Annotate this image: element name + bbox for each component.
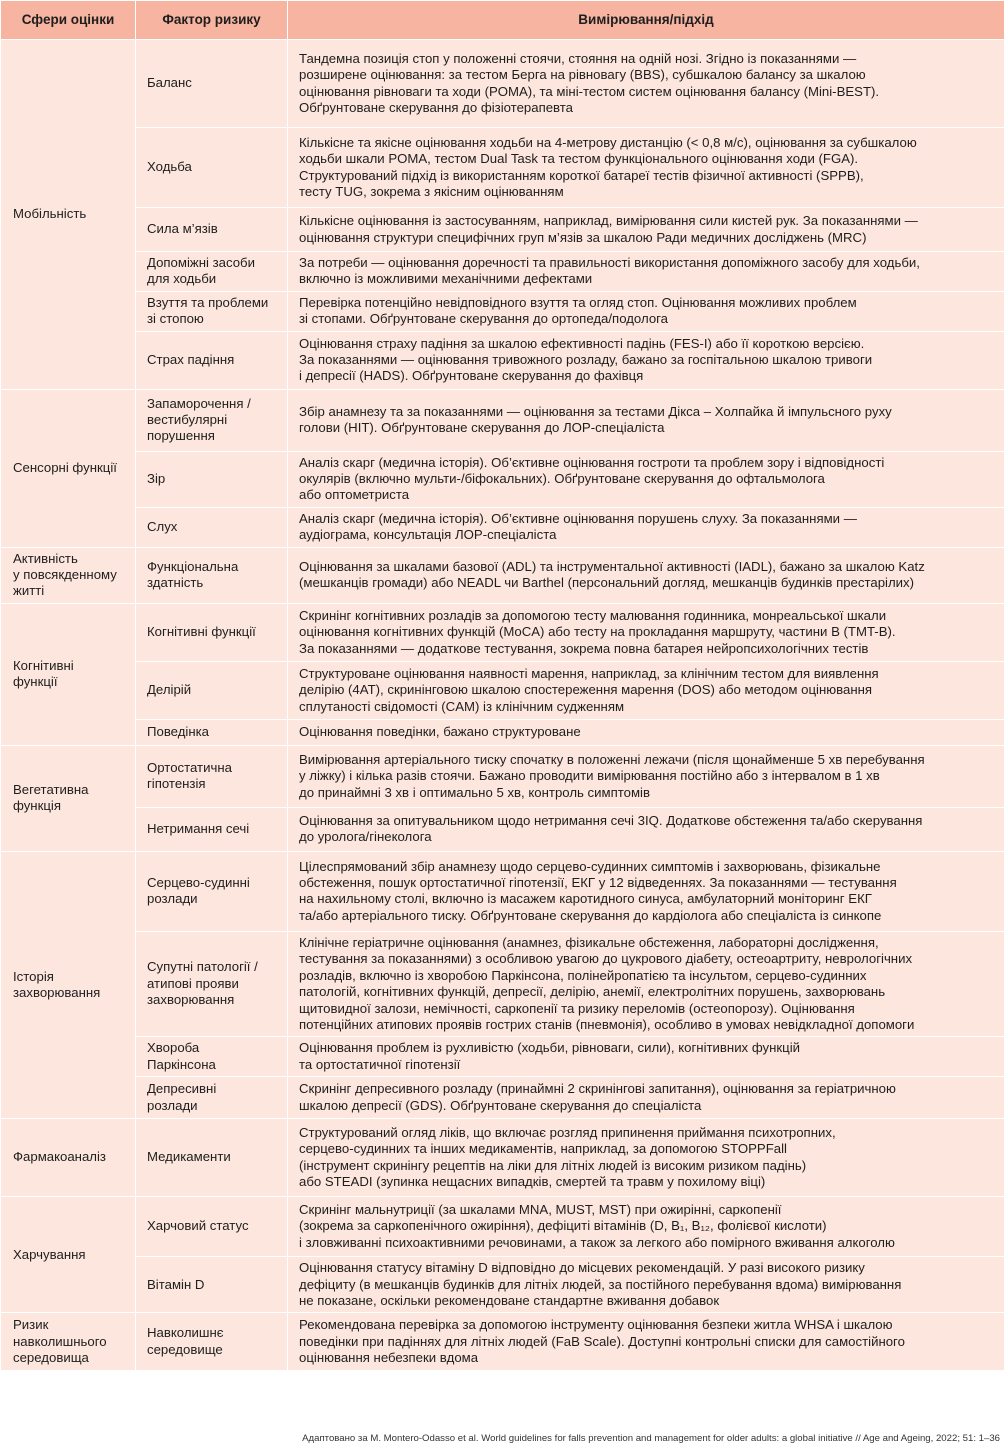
factor-cell: Ходьба bbox=[136, 128, 288, 208]
factor-cell: Запаморочення / вестибулярні порушення bbox=[136, 389, 288, 451]
domain-cell: Вегетативна функція bbox=[1, 745, 136, 851]
source-citation: Адаптовано за M. Montero-Odasso et al. World guidelines for falls prevention and management for older adults: a global initiative // Age and Ageing, 2022; 51: 1–36 bbox=[302, 1433, 1000, 1444]
table-row bbox=[1, 1037, 1004, 1077]
factor-cell: Вітамін D bbox=[136, 1257, 288, 1313]
factor-cell: Когнітивні функції bbox=[136, 603, 288, 661]
factor-cell: Харчовий статус bbox=[136, 1197, 288, 1257]
factor-cell: Депресивні розлади bbox=[136, 1077, 288, 1119]
factor-cell: Слух bbox=[136, 507, 288, 547]
table-row bbox=[1, 719, 1004, 745]
measure-cell: Тандемна позиція стоп у положенні стоячи, стояння на одній нозі. Згідно із показаннями — розширене оцінювання: за тестом Берга на рівновагу (BBS), субшкалою балансу за шкалою оцінювання рівноваги та ходи (POMA), та міні-тестом систем оцінювання балансу (Mini-BEST). Обґрунтоване скерування до фізіотерапевта bbox=[288, 40, 1004, 128]
table-row bbox=[1, 40, 1004, 128]
measure-cell: Аналіз скарг (медична історія). Об’єктивне оцінювання гостроти та проблем зору і відповідності окулярів (включно мульти-/біфокальних). Обґрунтоване скерування до офтальмолога або оптометриста bbox=[288, 451, 1004, 507]
measure-cell: Оцінювання за опитувальником щодо нетримання сечі 3IQ. Додаткове обстеження та/або скерування до уролога/гінеколога bbox=[288, 807, 1004, 851]
table-row bbox=[1, 603, 1004, 661]
measure-cell: Структурований огляд ліків, що включає розгляд припинення приймання психотропних, серцево-судинних та інших медикаментів, наприклад, за допомогою STOPPFall (інструмент скринінгу рецептів на ліки для літніх людей із високим ризиком падінь) або STEADI (зупинка нещасних випадків, смертей та травм у похилому віці) bbox=[288, 1119, 1004, 1197]
measure-cell: Оцінювання за шкалами базової (ADL) та інструментальної активності (IADL), бажано за шкалою Katz (мешканців громади) або NEADL чи Barthel (персональний догляд, мешканців будинків престарілих) bbox=[288, 547, 1004, 603]
table-row bbox=[1, 661, 1004, 719]
measure-cell: Цілеспрямований збір анамнезу щодо серцево-судинних симптомів і захворювань, фізикальне обстеження, пошук ортостатичної гіпотензії, ЕКГ у 12 відведеннях. За показаннями — тестування на нахильному столі, включно із масажем каротидного синуса, амбулаторний моніторинг ЕКГ та/або артеріального тиску. Обґрунтоване скерування до кардіолога або спеціаліста із синкопе bbox=[288, 851, 1004, 931]
domain-cell: Харчування bbox=[1, 1197, 136, 1313]
header-domain: Сфери оцінки bbox=[1, 1, 136, 40]
measure-cell: Оцінювання поведінки, бажано структуроване bbox=[288, 719, 1004, 745]
table-row bbox=[1, 745, 1004, 807]
table-row bbox=[1, 451, 1004, 507]
domain-cell: Сенсорні функції bbox=[1, 389, 136, 547]
measure-cell: Збір анамнезу та за показаннями — оцінювання за тестами Дікса – Холпайка й імпульсного руху голови (HIT). Обґрунтоване скерування до ЛОР-спеціаліста bbox=[288, 389, 1004, 451]
header-row bbox=[1, 1, 1004, 40]
factor-cell: Взуття та проблеми зі стопою bbox=[136, 291, 288, 331]
domain-cell: Мобільність bbox=[1, 40, 136, 390]
measure-cell: Клінічне геріатричне оцінювання (анамнез, фізикальне обстеження, лабораторні дослідження, тестування за показаннями) з особливою увагою до цукрового діабету, остеоартриту, неврологічних розладів, включно із хворобою Паркінсона, полінейропатією та інсультом, серцево-судинних патологій, когнітивних функцій, депресії, делірію, анемії, електролітних порушень, захворювань щитовидної залози, немічності, саркопенії та ризику переломів (остеопорозу). Оцінювання потенційних атипових проявів гострих станів (пневмонія), особливо в умовах невідкладної допомоги bbox=[288, 931, 1004, 1036]
table-row bbox=[1, 1077, 1004, 1119]
header-factor: Фактор ризику bbox=[136, 1, 288, 40]
table-row bbox=[1, 128, 1004, 208]
measure-cell: Рекомендована перевірка за допомогою інструменту оцінювання безпеки житла WHSA і шкалою поведінки при падіннях для літніх людей (FaB Scale). Доступні контрольні списки для самостійного оцінювання небезпеки вдома bbox=[288, 1313, 1004, 1371]
factor-cell: Функціональна здатність bbox=[136, 547, 288, 603]
factor-cell: Делірій bbox=[136, 661, 288, 719]
measure-cell: Скринінг мальнутриції (за шкалами MNA, MUST, MST) при ожирінні, саркопенії (зокрема за саркопенічного ожиріння), дефіциті вітамінів (D, B₁, B₁₂, фолієвої кислоти) і зловживанні психоактивними речовинами, а також за легкого або помірного вживання алкоголю bbox=[288, 1197, 1004, 1257]
factor-cell: Сила м’язів bbox=[136, 208, 288, 252]
measure-cell: Скринінг когнітивних розладів за допомогою тесту малювання годинника, монреальської шкали оцінювання когнітивних функцій (MoCA) або тесту на прокладання маршруту, частини B (TMT-B). За показаннями — додаткове тестування, зокрема повна батарея нейропсихологічних тестів bbox=[288, 603, 1004, 661]
domain-cell: Активність у повсякденному житті bbox=[1, 547, 136, 603]
factor-cell: Допоміжні засоби для ходьби bbox=[136, 252, 288, 292]
factor-cell: Ортостатична гіпотензія bbox=[136, 745, 288, 807]
factor-cell: Страх падіння bbox=[136, 331, 288, 389]
measure-cell: Структуроване оцінювання наявності марення, наприклад, за клінічним тестом для виявлення делірію (4AT), скринінговою шкалою спостереження марення (DOS) або методом оцінювання сплутаності свідомості (CAM) із клінічним судженням bbox=[288, 661, 1004, 719]
factor-cell: Супутні патології / атипові прояви захворювання bbox=[136, 931, 288, 1036]
measure-cell: Оцінювання проблем із рухливістю (ходьби, рівноваги, сили), когнітивних функцій та ортостатичної гіпотензії bbox=[288, 1037, 1004, 1077]
measure-cell: Оцінювання страху падіння за шкалою ефективності падінь (FES-I) або її короткою версією. За показаннями — оцінювання тривожного розладу, бажано за госпітальною шкалою тривоги і депресії (HADS). Обґрунтоване скерування до фахівця bbox=[288, 331, 1004, 389]
factor-cell: Серцево-судинні розлади bbox=[136, 851, 288, 931]
domain-cell: Ризик навколишнього середовища bbox=[1, 1313, 136, 1371]
domain-cell: Когнітивні функції bbox=[1, 603, 136, 745]
measure-cell: Кількісне та якісне оцінювання ходьби на 4-метрову дистанцію (< 0,8 м/с), оцінювання за субшкалою ходьби шкали POMA, тестом Dual Task та тестом функціонального оцінювання ходи (FGA). Структурований підхід із використанням короткої батареї тестів фізичної активності (SPPB), тесту TUG, зокрема з якісним оцінюванням bbox=[288, 128, 1004, 208]
measure-cell: Скринінг депресивного розладу (принаймні 2 скринінгові запитання), оцінювання за геріатричною шкалою депресії (GDS). Обґрунтоване скерування до спеціаліста bbox=[288, 1077, 1004, 1119]
measure-cell: Перевірка потенційно невідповідного взуття та огляд стоп. Оцінювання можливих проблем зі стопами. Обґрунтоване скерування до ортопеда/подолога bbox=[288, 291, 1004, 331]
factor-cell: Медикаменти bbox=[136, 1119, 288, 1197]
table-row bbox=[1, 1313, 1004, 1371]
measure-cell: За потреби — оцінювання доречності та правильності використання допоміжного засобу для ходьби, включно із можливими механічними дефектами bbox=[288, 252, 1004, 292]
table-row bbox=[1, 331, 1004, 389]
table-row bbox=[1, 547, 1004, 603]
factor-cell: Навколишнє середовище bbox=[136, 1313, 288, 1371]
factor-cell: Зір bbox=[136, 451, 288, 507]
factor-cell: Баланс bbox=[136, 40, 288, 128]
table-row bbox=[1, 1257, 1004, 1313]
measure-cell: Оцінювання статусу вітаміну D відповідно до місцевих рекомендацій. У разі високого ризику дефіциту (в мешканців будинків для літніх людей, за постійного перебування вдома) вимірювання не показане, оскільки рекомендоване стандартне вживання добавок bbox=[288, 1257, 1004, 1313]
table-row bbox=[1, 1119, 1004, 1197]
table-row bbox=[1, 208, 1004, 252]
table-row bbox=[1, 291, 1004, 331]
factor-cell: Хвороба Паркінсона bbox=[136, 1037, 288, 1077]
table-row bbox=[1, 851, 1004, 931]
table-row bbox=[1, 507, 1004, 547]
measure-cell: Вимірювання артеріального тиску спочатку в положенні лежачи (після щонайменше 5 хв перебування у ліжку) і кілька разів стоячи. Бажано проводити вимірювання постійно або з інтервалом в 1 хв до принаймні 3 хв і оптимально 5 хв, контроль симптомів bbox=[288, 745, 1004, 807]
domain-cell: Фармакоаналіз bbox=[1, 1119, 136, 1197]
table-row bbox=[1, 807, 1004, 851]
header-measure: Вимірювання/підхід bbox=[288, 1, 1004, 40]
factor-cell: Нетримання сечі bbox=[136, 807, 288, 851]
table-row bbox=[1, 1197, 1004, 1257]
domain-cell: Історія захворювання bbox=[1, 851, 136, 1118]
table-row bbox=[1, 931, 1004, 1036]
table-body bbox=[1, 40, 1004, 1371]
factor-cell: Поведінка bbox=[136, 719, 288, 745]
table-header bbox=[1, 1, 1004, 40]
table-row bbox=[1, 389, 1004, 451]
table-row bbox=[1, 252, 1004, 292]
measure-cell: Аналіз скарг (медична історія). Об’єктивне оцінювання порушень слуху. За показаннями — аудіограма, консультація ЛОР-спеціаліста bbox=[288, 507, 1004, 547]
measure-cell: Кількісне оцінювання із застосуванням, наприклад, вимірювання сили кистей рук. За показаннями — оцінювання структури специфічних груп м’язів за шкалою Ради медичних досліджень (MRC) bbox=[288, 208, 1004, 252]
